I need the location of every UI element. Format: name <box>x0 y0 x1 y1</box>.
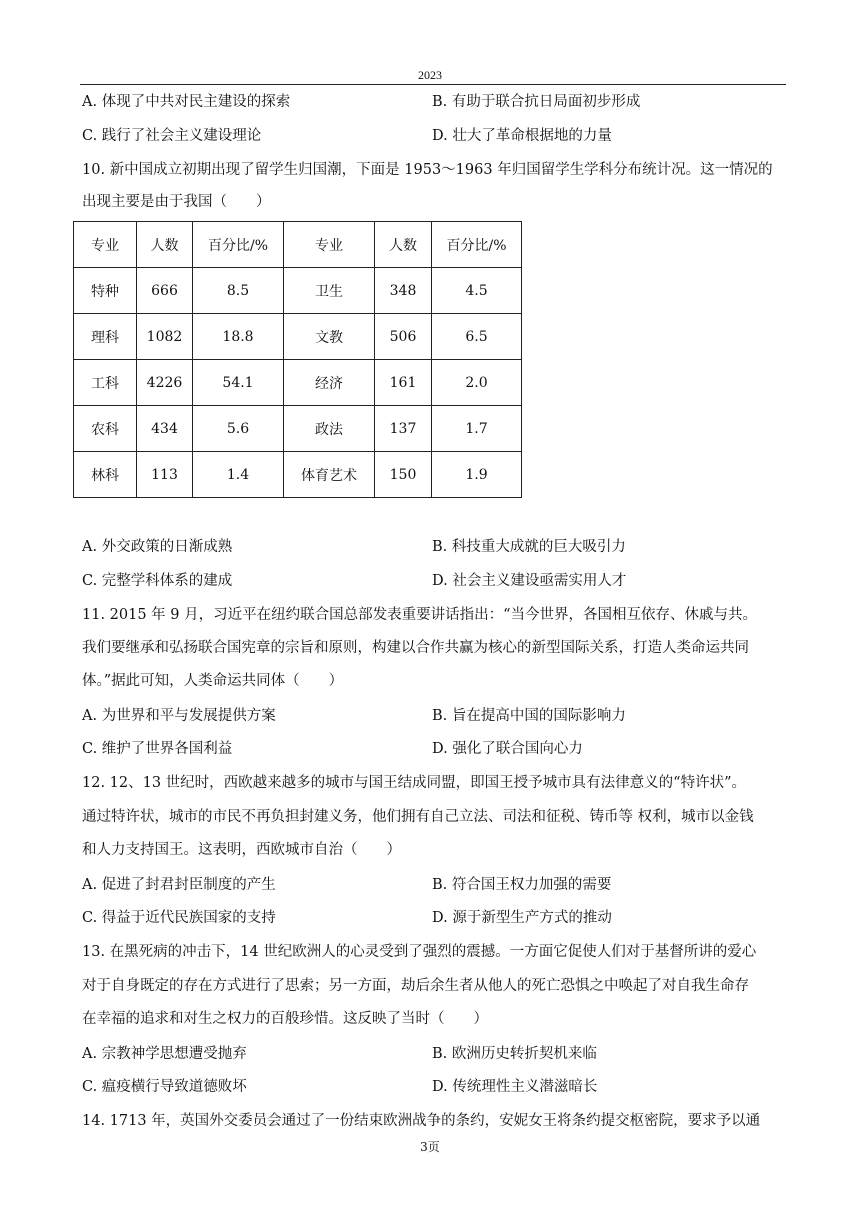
page-number: 3页 <box>420 1140 440 1154</box>
q9-option-b[interactable]: B. 有助于联合抗日局面初步形成 <box>432 94 641 110</box>
table-cell: 4.5 <box>432 268 522 314</box>
q10-option-b[interactable]: B. 科技重大成就的巨大吸引力 <box>432 539 626 555</box>
table-cell: 经济 <box>284 360 375 406</box>
table-cell: 5.6 <box>193 406 284 452</box>
table-row <box>74 452 522 498</box>
table-cell: 150 <box>375 452 432 498</box>
table-cell: 工科 <box>74 360 137 406</box>
q13-stem-line-2: 对于自身既定的存在方式进行了思索；另一方面，劫后余生者从他人的死亡恐惧之中唤起了对自我生命存 <box>82 978 749 994</box>
q10-option-c[interactable]: C. 完整学科体系的建成 <box>82 573 233 589</box>
table-row <box>74 360 522 406</box>
table-cell: 1082 <box>137 314 193 360</box>
q11-stem-line-3: 体。”据此可知，人类命运共同体（ ） <box>82 673 344 689</box>
q12-options-row-1 <box>82 874 786 896</box>
table-cell: 1.9 <box>432 452 522 498</box>
q11-options-row-1 <box>82 705 786 727</box>
table-cell: 卫生 <box>284 268 375 314</box>
table-cell: 506 <box>375 314 432 360</box>
table-header-cell: 专业 <box>74 222 137 268</box>
table-row <box>74 268 522 314</box>
q12-stem-line-2: 通过特许状，城市的市民不再负担封建义务，他们拥有自己立法、司法和征税、铸币等 权利，城市以金钱 <box>82 809 754 825</box>
q12-options-row-2 <box>82 907 786 929</box>
table-cell: 18.8 <box>193 314 284 360</box>
table-header-cell: 百分比/% <box>432 222 522 268</box>
q9-option-d[interactable]: D. 壮大了革命根据地的力量 <box>432 128 612 144</box>
q11-stem-line-1: 11. 2015 年 9 月，习近平在纽约联合国总部发表重要讲话指出：“当今世界，各国相互依存、休戚与共。 <box>82 607 758 623</box>
table-row <box>74 406 522 452</box>
q12-option-b[interactable]: B. 符合国王权力加强的需要 <box>432 877 612 893</box>
table-cell: 113 <box>137 452 193 498</box>
table-cell: 理科 <box>74 314 137 360</box>
q11-options-row-2 <box>82 738 786 760</box>
table-cell: 1.7 <box>432 406 522 452</box>
q12-option-a[interactable]: A. 促进了封君封臣制度的产生 <box>82 877 276 893</box>
table-cell: 54.1 <box>193 360 284 406</box>
q9-option-a[interactable]: A. 体现了中共对民主建设的探索 <box>82 94 291 110</box>
q13-option-a[interactable]: A. 宗教神学思想遭受抛弃 <box>82 1046 247 1062</box>
table-cell: 8.5 <box>193 268 284 314</box>
q10-stem-line-2: 出现主要是由于我国（ ） <box>82 194 271 210</box>
q9-options-row-2 <box>82 125 786 147</box>
q10-option-d[interactable]: D. 社会主义建设亟需实用人才 <box>432 573 627 589</box>
q14-stem-line-1: 14. 1713 年，英国外交委员会通过了一份结束欧洲战争的条约，安妮女王将条约提交枢密院，要求予以通 <box>82 1113 761 1129</box>
table-cell: 体育艺术 <box>284 452 375 498</box>
table-cell: 文教 <box>284 314 375 360</box>
q13-stem-line-1: 13. 在黑死病的冲击下，14 世纪欧洲人的心灵受到了强烈的震撼。一方面它促使人们对于基督所讲的爱心 <box>82 944 757 960</box>
q11-stem-line-2: 我们要继承和弘扬联合国宪章的宗旨和原则，构建以合作共赢为核心的新型国际关系，打造人类命运共同 <box>82 640 749 656</box>
table-cell: 2.0 <box>432 360 522 406</box>
q10-option-a[interactable]: A. 外交政策的日渐成熟 <box>82 539 233 555</box>
q9-option-c[interactable]: C. 践行了社会主义建设理论 <box>82 128 262 144</box>
table-cell: 农科 <box>74 406 137 452</box>
q11-option-a[interactable]: A. 为世界和平与发展提供方案 <box>82 708 276 724</box>
table-header-row <box>74 222 522 268</box>
table-cell: 1.4 <box>193 452 284 498</box>
table-header-cell: 人数 <box>137 222 193 268</box>
table-cell: 4226 <box>137 360 193 406</box>
table-cell: 政法 <box>284 406 375 452</box>
q13-options-row-1 <box>82 1043 786 1065</box>
q12-option-c[interactable]: C. 得益于近代民族国家的支持 <box>82 910 276 926</box>
q13-stem-line-3: 在幸福的追求和对生之权力的百般珍惜。这反映了当时（ ） <box>82 1011 488 1027</box>
q13-options-row-2 <box>82 1076 786 1098</box>
table-cell: 666 <box>137 268 193 314</box>
table-row <box>74 314 522 360</box>
table-cell: 特种 <box>74 268 137 314</box>
table-cell: 161 <box>375 360 432 406</box>
returnee-students-table <box>73 221 522 498</box>
header-divider <box>80 84 786 85</box>
table-cell: 137 <box>375 406 432 452</box>
header-year: 2023 <box>418 68 442 82</box>
q9-options-row-1 <box>82 91 786 113</box>
table-cell: 6.5 <box>432 314 522 360</box>
q11-option-c[interactable]: C. 维护了世界各国利益 <box>82 741 233 757</box>
table-header-cell: 百分比/% <box>193 222 284 268</box>
table-header-cell: 人数 <box>375 222 432 268</box>
table-cell: 林科 <box>74 452 137 498</box>
table-cell: 348 <box>375 268 432 314</box>
q13-option-d[interactable]: D. 传统理性主义潜滋暗长 <box>432 1079 598 1095</box>
q10-stem-line-1: 10. 新中国成立初期出现了留学生归国潮，下面是 1953～1963 年归国留学生学科分布统计况。这一情况的 <box>82 162 773 178</box>
q13-option-c[interactable]: C. 瘟疫横行导致道德败坏 <box>82 1079 247 1095</box>
q12-stem-line-3: 和人力支持国王。这表明，西欧城市自治（ ） <box>82 842 401 858</box>
q12-stem-line-1: 12. 12、13 世纪时，西欧越来越多的城市与国王结成同盟，即国王授予城市具有法律意义的“特许状”。 <box>82 775 747 791</box>
table-header-cell: 专业 <box>284 222 375 268</box>
table-cell: 434 <box>137 406 193 452</box>
q10-options-row-2 <box>82 570 786 592</box>
q11-option-d[interactable]: D. 强化了联合国向心力 <box>432 741 583 757</box>
q10-options-row-1 <box>82 536 786 558</box>
q11-option-b[interactable]: B. 旨在提高中国的国际影响力 <box>432 708 626 724</box>
q12-option-d[interactable]: D. 源于新型生产方式的推动 <box>432 910 612 926</box>
q13-option-b[interactable]: B. 欧洲历史转折契机来临 <box>432 1046 597 1062</box>
